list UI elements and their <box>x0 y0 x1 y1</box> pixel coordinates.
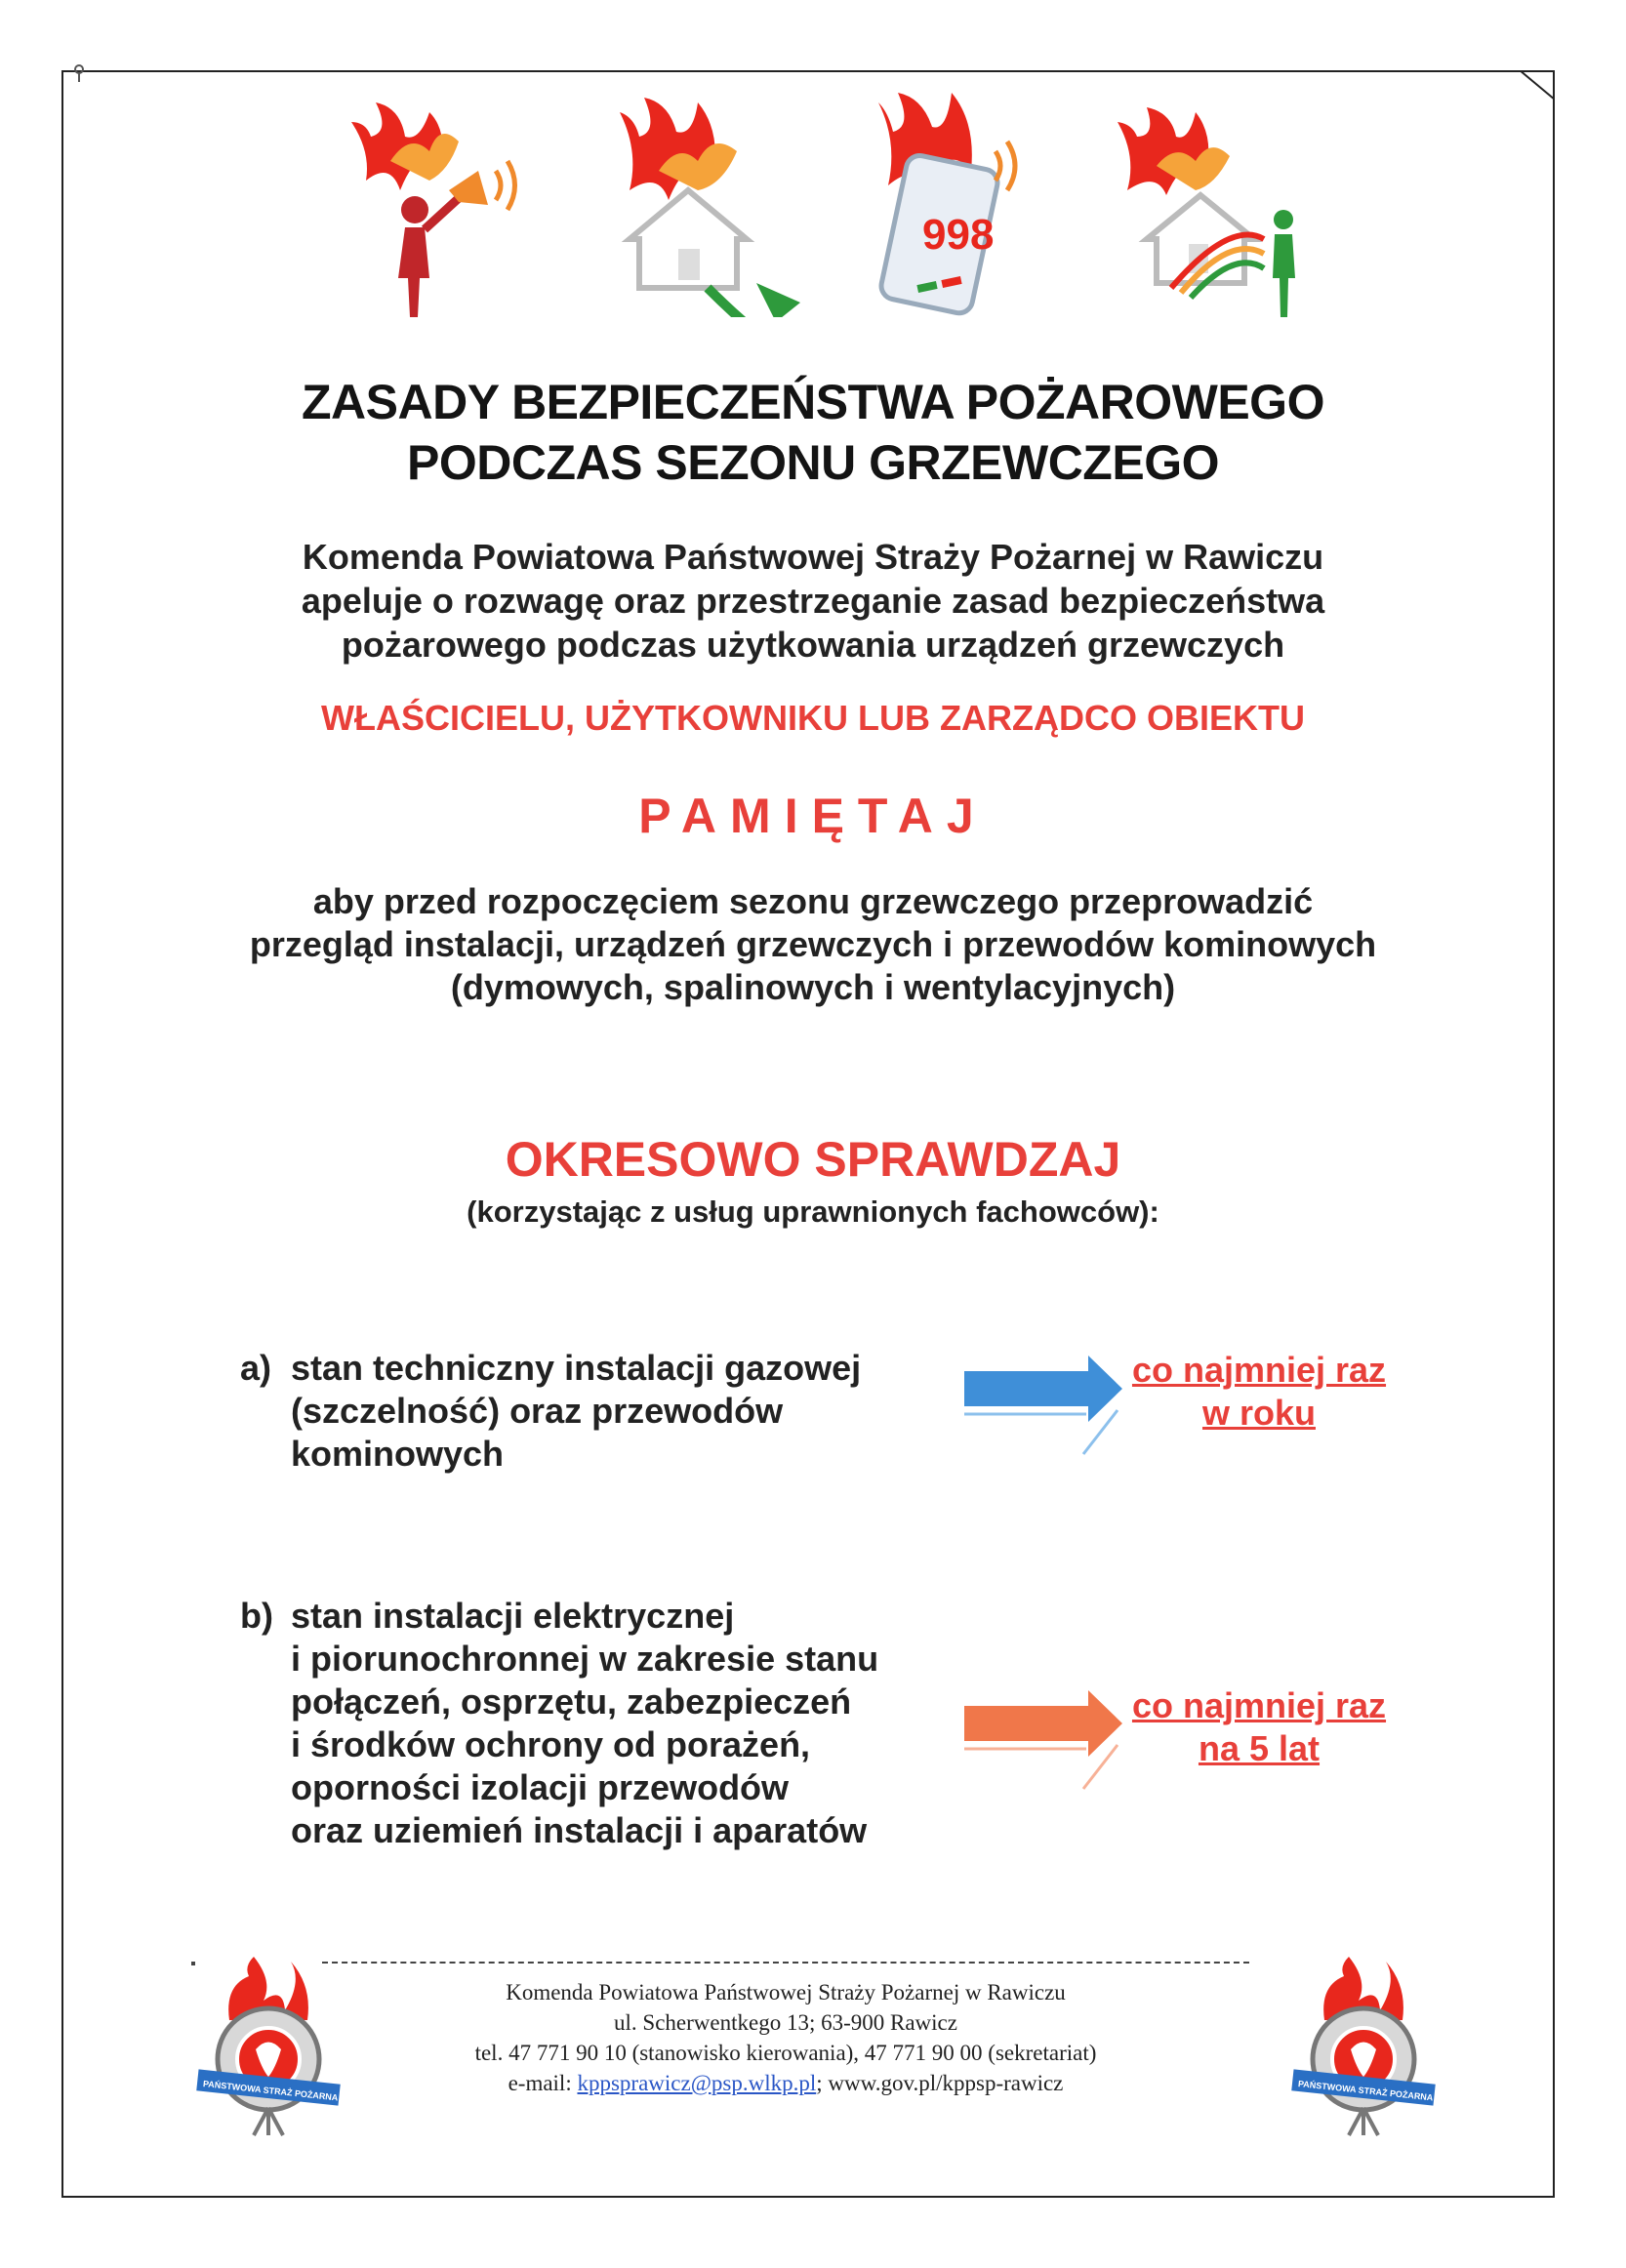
logo-text: PAŃSTWOWA STRAŻ POŻARNA <box>1297 2079 1434 2103</box>
frequency-line: na 5 lat <box>1198 1728 1321 1768</box>
fire-service-logo-left <box>195 1952 342 2137</box>
phone-number-label: 998 <box>922 211 995 259</box>
frequency-line: w roku <box>1201 1393 1316 1433</box>
check-subheading: (korzystając z usług uprawnionych fachowców): <box>467 1195 1159 1229</box>
remember-heading: PAMIĘTAJ <box>638 789 988 843</box>
intro-paragraph <box>0 535 1626 667</box>
frequency-line: co najmniej raz <box>1131 1685 1387 1725</box>
footer-line: ul. Scherwentkego 13; 63-900 Rawicz <box>614 2010 957 2035</box>
pin-icon <box>72 64 86 82</box>
fire-service-logo-right <box>1290 1952 1437 2137</box>
requirement-line: (dymowych, spalinowych i wentylacyjnych) <box>450 967 1176 1007</box>
pictogram-row <box>332 93 1318 317</box>
frequency-b <box>1103 1684 1415 1770</box>
page-title-line1: ZASADY BEZPIECZEŃSTWA POŻAROWEGO <box>302 375 1324 429</box>
item-line: oraz uziemień instalacji i aparatów <box>291 1810 868 1850</box>
footer-contact <box>322 1977 1249 2098</box>
item-line: połączeń, osprzętu, zabezpieczeń <box>291 1681 852 1721</box>
item-letter: b) <box>240 1596 273 1636</box>
footer-line <box>322 2068 1249 2098</box>
item-line: oporności izolacji przewodów <box>291 1767 790 1807</box>
frequency-a <box>1103 1349 1415 1435</box>
intro-line: apeluje o rozwagę oraz przestrzeganie zasad bezpieczeństwa <box>301 581 1325 621</box>
page-title-line2: PODCZAS SEZONU GRZEWCZEGO <box>407 435 1219 490</box>
frequency-line: co najmniej raz <box>1131 1350 1387 1390</box>
item-line: i środków ochrony od porażeń, <box>291 1724 811 1764</box>
house-fire-exit-icon <box>590 93 805 317</box>
intro-line: pożarowego podczas użytkowania urządzeń grzewczych <box>341 625 1285 665</box>
logo-text: PAŃSTWOWA STRAŻ POŻARNA <box>202 2079 339 2103</box>
item-line: i piorunochronnej w zakresie stanu <box>291 1639 879 1679</box>
phone-998-icon <box>839 93 1054 317</box>
item-letter: a) <box>240 1348 272 1388</box>
item-line: stan techniczny instalacji gazowej <box>291 1348 862 1388</box>
email-link[interactable]: kppsprawicz@psp.wlkp.pl <box>577 2071 817 2095</box>
website-text: ; www.gov.pl/kppsp-rawicz <box>816 2071 1064 2095</box>
item-line: kominowych <box>291 1434 505 1474</box>
item-line: stan instalacji elektrycznej <box>291 1596 735 1636</box>
item-text <box>291 1347 974 1476</box>
intro-line: Komenda Powiatowa Państwowej Straży Pożarnej w Rawiczu <box>302 537 1324 577</box>
requirement-line: aby przed rozpoczęciem sezonu grzewczego przeprowadzić <box>312 881 1314 921</box>
item-text <box>291 1595 974 1852</box>
folded-corner <box>1520 70 1555 100</box>
house-fire-person-icon <box>1103 93 1318 317</box>
check-heading: OKRESOWO SPRAWDZAJ <box>505 1132 1121 1187</box>
owner-callout: WŁAŚCICIELU, UŻYTKOWNIKU LUB ZARZĄDCO OBIEKTU <box>321 698 1305 738</box>
footer-divider <box>322 1962 1249 1964</box>
requirement-line: przegląd instalacji, urządzeń grzewczych i przewodów kominowych <box>249 924 1377 964</box>
person-alarm-fire-icon <box>332 93 547 317</box>
footer-line: tel. 47 771 90 10 (stanowisko kierowania), 47 771 90 00 (sekretariat) <box>474 2041 1097 2065</box>
email-label: e-mail: <box>508 2071 578 2095</box>
item-line: (szczelność) oraz przewodów <box>291 1391 784 1431</box>
requirement-paragraph <box>0 880 1626 1009</box>
footer-line: Komenda Powiatowa Państwowej Straży Pożarnej w Rawiczu <box>506 1980 1066 2005</box>
